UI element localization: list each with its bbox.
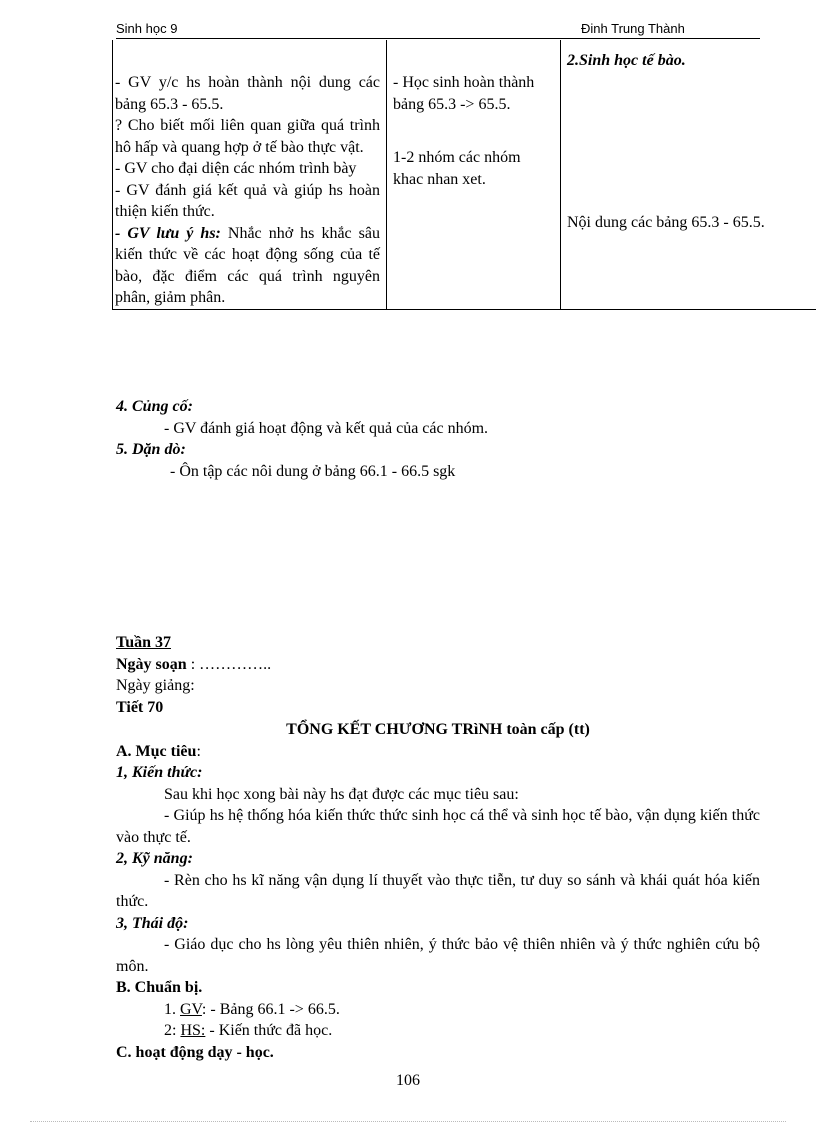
period-label: Tiết 70 — [116, 698, 164, 716]
section-4 — [116, 396, 760, 482]
teacher-note-text: Nhắc nhở hs khắc sâu kiến thức về các hoạt động sống của tế bào, đặc điểm các quá trình nguyên phân, giảm phân. — [115, 224, 380, 306]
student-activity-cell — [387, 40, 561, 309]
content-cell — [561, 40, 816, 309]
teacher-line-4: - GV đánh giá kết quả và giúp hs hoàn thiện kiến thức. — [115, 181, 380, 220]
section-a-title: A. Mục tiêu: — [116, 742, 201, 760]
attitude-line-1: - Giáo dục cho hs lòng yêu thiên nhiên, ý thức bảo vệ thiên nhiên và ý thức nghiên cứu bộ môn. — [116, 936, 760, 975]
prep-date: Ngày soạn : ………….. — [116, 655, 272, 673]
knowledge-title: 1, Kiến thức: — [116, 764, 203, 781]
knowledge-line-1: Sau khi học xong bài này hs đạt được các mục tiêu sau: — [164, 785, 519, 803]
teacher-line-5 — [113, 223, 386, 309]
table-row — [113, 40, 816, 309]
week-label: Tuần 37 — [116, 634, 171, 651]
section-c-title: C. hoạt động dạy - học. — [116, 1043, 274, 1061]
knowledge-line-2: - Giúp hs hệ thống hóa kiến thức thức sinh học cá thể và sinh học tế bào, vận dụng kiến thức vào thực tế. — [116, 807, 760, 846]
teacher-activity-cell — [113, 40, 387, 309]
header-author: Đinh Trung Thành — [581, 21, 685, 36]
skills-title: 2, Kỹ năng: — [116, 850, 193, 867]
section-4-line: - GV đánh giá hoạt động và kết quả của các nhóm. — [164, 419, 489, 437]
section-5-line: - Ôn tập các nôi dung ở bảng 66.1 - 66.5 sgk — [170, 462, 456, 480]
content-text: Nội dung các bảng 65.3 - 65.5. — [567, 213, 765, 231]
lesson-title: TỔNG KẾT CHƯƠNG TRìNH toàn cấp (tt) — [286, 721, 590, 738]
student-line-1: - Học sinh hoàn thành bảng 65.3 -> 65.5. — [393, 74, 535, 113]
section-4-title: 4. Củng cố: — [116, 398, 193, 415]
teacher-line-1: - GV y/c hs hoàn thành nội dung các bảng 65.3 - 65.5. — [115, 74, 380, 113]
teacher-note-label: - GV lưu ý hs: — [115, 224, 221, 242]
page-number: 106 — [396, 1072, 420, 1089]
teacher-line-3: - GV cho đại diện các nhóm trình bày — [115, 160, 357, 177]
skills-line-1: - Rèn cho hs kĩ năng vận dụng lí thuyết vào thực tiễn, tư duy so sánh và khái quát hóa kiến thức. — [116, 871, 760, 910]
section-5-title: 5. Dặn dò: — [116, 441, 186, 458]
prep-item-2: 2: HS: - Kiến thức đã học. — [164, 1022, 333, 1039]
activity-table — [112, 40, 816, 310]
attitude-title: 3, Thái độ: — [116, 914, 189, 932]
content-heading: 2.Sinh học tế bào. — [567, 52, 686, 69]
page-bottom-divider — [30, 1121, 786, 1122]
section-b-title: B. Chuẩn bị. — [116, 979, 203, 996]
student-line-2: 1-2 nhóm các nhóm khac nhan xet. — [393, 149, 521, 188]
header-subject: Sinh học 9 — [116, 21, 178, 36]
page-header — [116, 20, 760, 39]
teacher-line-2: ? Cho biết mối liên quan giữa quá trình hô hấp và quang hợp ở tế bào thực vật. — [115, 117, 380, 156]
prep-item-1: 1. GV: - Bảng 66.1 -> 66.5. — [164, 1000, 340, 1018]
lesson-plan — [116, 632, 760, 1063]
teach-date: Ngày giảng: — [116, 677, 195, 694]
